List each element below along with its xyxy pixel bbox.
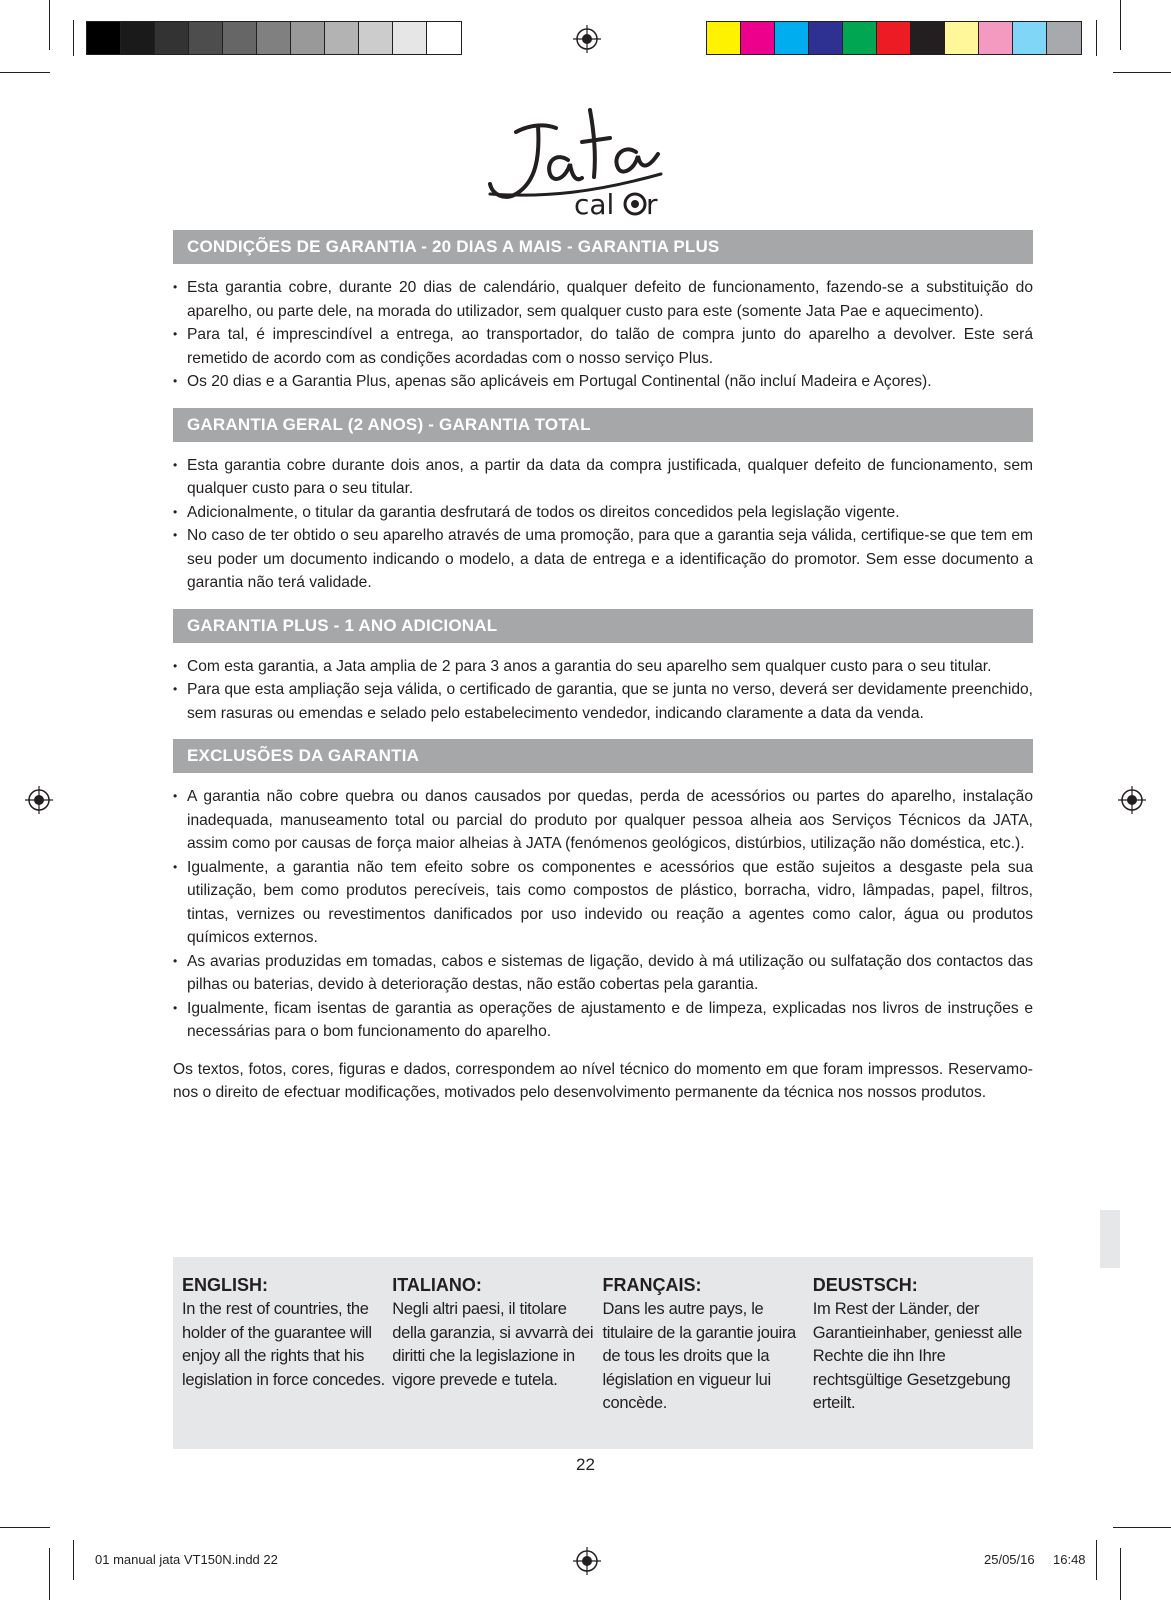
slug-time: 16:48 — [1053, 1552, 1086, 1567]
color-swatch — [1047, 22, 1081, 54]
lang-title: DEUSTSCH: — [812, 1275, 918, 1295]
list-item: • Para tal, é imprescindível a entrega, ao transportador, do talão de compra junto do aparelho a devolver. Este será remetido de acordo com as condições acordadas com o nosso serviço Plus. — [173, 323, 1033, 370]
color-swatch — [189, 22, 223, 54]
list-item: • No caso de ter obtido o seu aparelho através de uma promoção, para que a garantia seja válida, certifique-se que tem em seu poder um documento indicando o modelo, a data de entrega e a identificação do promotor. Sem esse documento a garantia não terá validade. — [173, 524, 1033, 595]
section-heading: GARANTIA PLUS - 1 ANO ADICIONAL — [173, 609, 1033, 643]
lang-english — [182, 1275, 392, 1449]
list-item: • Igualmente, a garantia não tem efeito sobre os componentes e acessórios que estão sujeitos a desgaste pela sua utilização, bem como produtos perecíveis, tais como compostos de plástico, borracha, vidro, lâmpadas, papel, filtros, tintas, vernizes ou revestimentos danificados por uso indevido ou reação a agentes como calor, água ou produtos químicos externos. — [173, 856, 1033, 950]
color-swatch — [121, 22, 155, 54]
color-swatch — [945, 22, 979, 54]
crop-mark — [49, 0, 50, 50]
crop-mark — [0, 1527, 50, 1528]
color-swatch — [775, 22, 809, 54]
section-heading: EXCLUSÕES DA GARANTIA — [173, 739, 1033, 773]
list-item: • As avarias produzidas em tomadas, cabos e sistemas de ligação, devido à má utilização ou sulfatação dos contactos das pilhas ou baterias, devido à deterioração destas, não estão cobertas pela garantia. — [173, 950, 1033, 997]
list-item: • Esta garantia cobre durante dois anos, a partir da data da compra justificada, qualquer defeito de funcionamento, sem qualquer custo para o seu titular. — [173, 454, 1033, 501]
grayscale-color-bar — [86, 21, 462, 55]
bullet-list — [173, 785, 1033, 1044]
bullet-list — [173, 454, 1033, 595]
section-garantia-geral — [173, 408, 1033, 595]
crop-mark — [1120, 0, 1121, 50]
section-garantia-plus — [173, 609, 1033, 726]
list-item: • Os 20 dias e a Garantia Plus, apenas são aplicáveis em Portugal Continental (não incluí Madeira e Açores). — [173, 370, 1033, 394]
crop-mark — [1096, 20, 1097, 56]
slug-filename: 01 manual jata VT150N.indd 22 — [95, 1552, 278, 1567]
color-swatch — [325, 22, 359, 54]
registration-mark-icon — [573, 25, 601, 53]
list-item: • A garantia não cobre quebra ou danos causados por quedas, perda de acessórios ou partes do aparelho, instalação inadequada, manuseamento total ou parcial do produto por qualquer pessoa alheia aos Serviços Técnicos da JATA, assim como por causas de força maior alheias à JATA (fenómenos geológicos, distúrbios, utilização não doméstica, etc.). — [173, 785, 1033, 856]
lang-deutsch — [813, 1275, 1023, 1449]
section-20-dias — [173, 230, 1033, 394]
color-swatch — [257, 22, 291, 54]
color-swatch — [291, 22, 325, 54]
registration-mark-icon — [1118, 786, 1146, 814]
crop-mark — [49, 1548, 50, 1600]
color-swatch — [741, 22, 775, 54]
jata-calor-logo — [486, 102, 676, 220]
warranty-content — [173, 230, 1033, 1120]
crop-mark — [1113, 1527, 1171, 1528]
lang-title: ITALIANO: — [392, 1275, 482, 1295]
crop-mark — [1113, 72, 1171, 73]
crop-mark — [1120, 1548, 1121, 1600]
svg-text:r: r — [646, 188, 658, 220]
lang-text: In the rest of countries, the holder of the guarantee will enjoy all the rights that his legislation in force concedes. — [182, 1300, 385, 1389]
color-swatch — [393, 22, 427, 54]
color-swatch — [809, 22, 843, 54]
bullet-list — [173, 655, 1033, 726]
svg-text:cal: cal — [574, 188, 615, 220]
side-thumb-tab — [1100, 1210, 1120, 1268]
color-swatch — [87, 22, 121, 54]
color-swatch — [979, 22, 1013, 54]
section-heading: CONDIÇÕES DE GARANTIA - 20 DIAS A MAIS - GARANTIA PLUS — [173, 230, 1033, 264]
color-swatch — [707, 22, 741, 54]
list-item: • Esta garantia cobre, durante 20 dias de calendário, qualquer defeito de funcionamento, fazendo-se a substituição do aparelho, ou parte dele, na morada do utilizador, sem qualquer custo para este (somente Jata Pae e aquecimento). — [173, 276, 1033, 323]
lang-text: Im Rest der Länder, der Garantieinhaber, geniesst alle Rechte die ihn Ihre rechtsgültige Gesetzgebung erteilt. — [812, 1300, 1023, 1412]
section-exclusoes — [173, 739, 1033, 1044]
crop-mark — [73, 1540, 74, 1580]
color-swatch — [155, 22, 189, 54]
lang-text: Negli altri paesi, il titolare della garanzia, si avvarrà dei diritti che la legislazione in vigore prevede e tutela. — [392, 1300, 594, 1389]
color-swatch — [911, 22, 945, 54]
list-item: • Para que esta ampliação seja válida, o certificado de garantia, que se junta no verso, deverá ser devidamente preenchido, sem rasuras ou emendas e selado pelo estabelecimento vendedor, indicando claramente a data da venda. — [173, 678, 1033, 725]
section-heading: GARANTIA GERAL (2 ANOS) - GARANTIA TOTAL — [173, 408, 1033, 442]
jata-logo-icon — [486, 102, 676, 220]
process-color-bar — [706, 21, 1082, 55]
color-swatch — [1013, 22, 1047, 54]
slug-date: 25/05/16 — [984, 1552, 1035, 1567]
bullet-list — [173, 276, 1033, 394]
list-item: • Adicionalmente, o titular da garantia desfrutará de todos os direitos concedidos pela legislação vigente. — [173, 501, 1033, 525]
language-notes-box — [173, 1257, 1033, 1449]
color-swatch — [877, 22, 911, 54]
registration-mark-icon — [25, 786, 53, 814]
page-number: 22 — [576, 1455, 595, 1474]
lang-title: ENGLISH: — [182, 1275, 269, 1295]
registration-mark-icon — [573, 1547, 601, 1575]
lang-italiano — [392, 1275, 602, 1449]
crop-mark — [0, 72, 50, 73]
crop-mark — [1096, 1540, 1097, 1580]
color-swatch — [427, 22, 461, 54]
lang-francais — [603, 1275, 813, 1449]
color-swatch — [843, 22, 877, 54]
disclaimer-paragraph: Os textos, fotos, cores, figuras e dados, correspondem ao nível técnico do momento em que foram impressos. Reservamo-nos o direito de efectuar modificações, motivados pelo desenvolvimento permanente da técnica nos nossos produtos. — [173, 1060, 1033, 1101]
crop-mark — [73, 20, 74, 56]
lang-title: FRANÇAIS: — [602, 1275, 702, 1295]
list-item: • Com esta garantia, a Jata amplia de 2 para 3 anos a garantia do seu aparelho sem qualquer custo para o seu titular. — [173, 655, 1033, 679]
color-swatch — [223, 22, 257, 54]
lang-text: Dans les autre pays, le titulaire de la garantie jouira de tous les droits que la législation en vigueur lui concède. — [602, 1300, 796, 1412]
color-swatch — [359, 22, 393, 54]
list-item: • Igualmente, ficam isentas de garantia as operações de ajustamento e de limpeza, explicadas nos livros de instruções e necessárias para o bom funcionamento do aparelho. — [173, 997, 1033, 1044]
